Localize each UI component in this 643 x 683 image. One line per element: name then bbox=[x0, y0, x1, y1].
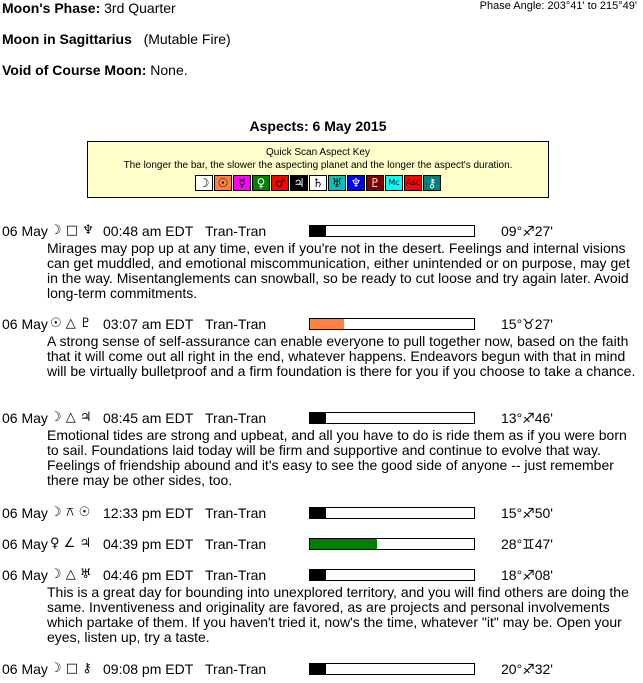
aspect-position: 15°♉27' bbox=[501, 316, 553, 332]
aspect-position: 13°♐46' bbox=[501, 410, 553, 426]
aspect-entry bbox=[2, 410, 638, 488]
duration-bar-fill bbox=[310, 319, 344, 329]
aspect-type: Tran-Tran bbox=[205, 661, 267, 677]
moon-phase-label: Moon's Phase: bbox=[2, 0, 101, 16]
aspect-glyphs: ☽ △ ♃ bbox=[50, 410, 92, 425]
aspect-date: 06 May bbox=[2, 223, 48, 239]
aspect-entry bbox=[2, 536, 638, 552]
aspect-row bbox=[2, 410, 638, 426]
phase-angle-label: Phase Angle: bbox=[479, 0, 545, 12]
saturn-icon: ♄ bbox=[309, 175, 327, 191]
aspect-glyphs: ☉ △ ♇ bbox=[50, 316, 92, 331]
aspect-type: Tran-Tran bbox=[205, 505, 267, 521]
aspect-glyphs: ☽ □ ♆ bbox=[50, 223, 94, 238]
phase-angle-value: 203°41' to 215°49' bbox=[547, 0, 637, 12]
duration-bar bbox=[309, 412, 475, 424]
midheaven-icon: Mc bbox=[385, 175, 403, 191]
aspect-date: 06 May bbox=[2, 316, 48, 332]
uranus-icon: ♅ bbox=[328, 175, 346, 191]
duration-bar-fill bbox=[310, 570, 326, 580]
void-of-course-line bbox=[2, 62, 188, 78]
aspect-date: 06 May bbox=[2, 661, 48, 677]
duration-bar bbox=[309, 569, 475, 581]
duration-bar bbox=[309, 663, 475, 675]
aspect-glyphs: ☽ ⚻ ☉ bbox=[50, 505, 91, 520]
aspect-time: 09:08 pm EDT bbox=[103, 661, 194, 677]
aspect-position: 15°♐50' bbox=[501, 505, 553, 521]
aspect-row bbox=[2, 536, 638, 552]
aspect-row bbox=[2, 316, 638, 332]
moon-sign-label: Moon in Sagittarius bbox=[2, 31, 132, 47]
neptune-icon: ♆ bbox=[347, 175, 365, 191]
aspect-entry bbox=[2, 316, 638, 379]
duration-bar bbox=[309, 318, 475, 330]
aspect-description: Emotional tides are strong and upbeat, and all you have to do is ride them as if you were born to sail. Foundations laid today will be firm and supportive and continue to evolve that way. Feelings of friendship abound and it's easy to see the good side of anyone -- just remember there may be other sides, too. bbox=[47, 427, 627, 488]
aspect-key-box bbox=[87, 141, 549, 198]
moon-sign-line bbox=[2, 31, 231, 47]
aspect-date: 06 May bbox=[2, 410, 48, 426]
aspect-entry bbox=[2, 567, 638, 645]
aspect-position: 28°♊47' bbox=[501, 536, 553, 552]
aspect-date: 06 May bbox=[2, 567, 48, 583]
sun-icon: ☉ bbox=[214, 175, 232, 191]
duration-bar-fill bbox=[310, 508, 326, 518]
aspect-time: 00:48 am EDT bbox=[103, 223, 194, 239]
aspect-row bbox=[2, 661, 638, 677]
aspect-type: Tran-Tran bbox=[205, 567, 267, 583]
duration-bar-fill bbox=[310, 413, 326, 423]
aspect-time: 04:46 pm EDT bbox=[103, 567, 194, 583]
chiron-icon: ⚷ bbox=[423, 175, 441, 191]
aspect-description: A strong sense of self-assurance can enable everyone to pull together now, based on the faith that it will come out all right in the end, whatever happens. Endeavors begun with that in mind will be virtually bulletproof and a firm foundation is there for you if you choose to take a chance. bbox=[47, 333, 636, 379]
moon-phase-value: 3rd Quarter bbox=[104, 0, 176, 16]
aspect-time: 04:39 pm EDT bbox=[103, 536, 194, 552]
aspect-entry bbox=[2, 505, 638, 521]
aspect-glyphs: ☽ □ ⚷ bbox=[50, 661, 92, 676]
aspect-type: Tran-Tran bbox=[205, 223, 267, 239]
aspect-row bbox=[2, 223, 638, 239]
aspect-type: Tran-Tran bbox=[205, 316, 267, 332]
duration-bar-fill bbox=[310, 539, 377, 549]
aspect-entry bbox=[2, 661, 638, 677]
aspect-description: Mirages may pop up at any time, even if you're not in the desert. Feelings and internal visions can get muddled, and emotional miscommunication, either unintended or on purpose, may get in the way. Misentanglements can snowball, so be ready to cut loose and try again later. Avoid long-term commitments. bbox=[47, 240, 630, 301]
aspect-type: Tran-Tran bbox=[205, 410, 267, 426]
duration-bar-fill bbox=[310, 664, 326, 674]
void-label: Void of Course Moon: bbox=[2, 62, 147, 78]
aspect-date: 06 May bbox=[2, 536, 48, 552]
aspect-key-title: Quick Scan Aspect Key bbox=[266, 147, 370, 158]
duration-bar-fill bbox=[310, 226, 326, 236]
moon-phase-line bbox=[2, 0, 176, 16]
mars-icon: ♂ bbox=[271, 175, 289, 191]
pluto-icon: ♇ bbox=[366, 175, 384, 191]
aspects-title: Aspects: 6 May 2015 bbox=[249, 118, 387, 134]
aspect-key-description: The longer the bar, the slower the aspecting planet and the longer the aspect's duration. bbox=[123, 160, 513, 171]
aspect-position: 20°♐32' bbox=[501, 661, 553, 677]
venus-icon: ♀ bbox=[252, 175, 270, 191]
jupiter-icon: ♃ bbox=[290, 175, 308, 191]
aspect-time: 03:07 am EDT bbox=[103, 316, 194, 332]
aspect-position: 09°♐27' bbox=[501, 223, 553, 239]
aspect-time: 08:45 am EDT bbox=[103, 410, 194, 426]
planet-color-key bbox=[88, 175, 548, 191]
aspect-position: 18°♐08' bbox=[501, 567, 553, 583]
moon-sign-value: (Mutable Fire) bbox=[143, 31, 231, 47]
aspect-time: 12:33 pm EDT bbox=[103, 505, 194, 521]
aspect-row bbox=[2, 567, 638, 583]
void-value: None. bbox=[150, 62, 188, 78]
ascendant-icon: Asc bbox=[404, 175, 422, 191]
aspect-date: 06 May bbox=[2, 505, 48, 521]
aspect-glyphs: ☽ △ ♅ bbox=[50, 567, 92, 582]
aspect-entry bbox=[2, 223, 638, 301]
moon-icon: ☽ bbox=[195, 175, 213, 191]
duration-bar bbox=[309, 225, 475, 237]
aspect-row bbox=[2, 505, 638, 521]
mercury-icon: ☿ bbox=[233, 175, 251, 191]
aspect-description: This is a great day for bounding into unexplored territory, and you will find others are doing the same. Inventiveness and originality are favored, as are projects and personal involvements which partake of them. If you haven't tried it, now's the time, whatever "it" may be. Open your eyes, listen up, try a taste. bbox=[47, 584, 629, 645]
duration-bar bbox=[309, 507, 475, 519]
phase-angle bbox=[480, 0, 637, 12]
aspect-glyphs: ♀ ∠ ♃ bbox=[50, 536, 92, 551]
duration-bar bbox=[309, 538, 475, 550]
aspect-type: Tran-Tran bbox=[205, 536, 267, 552]
